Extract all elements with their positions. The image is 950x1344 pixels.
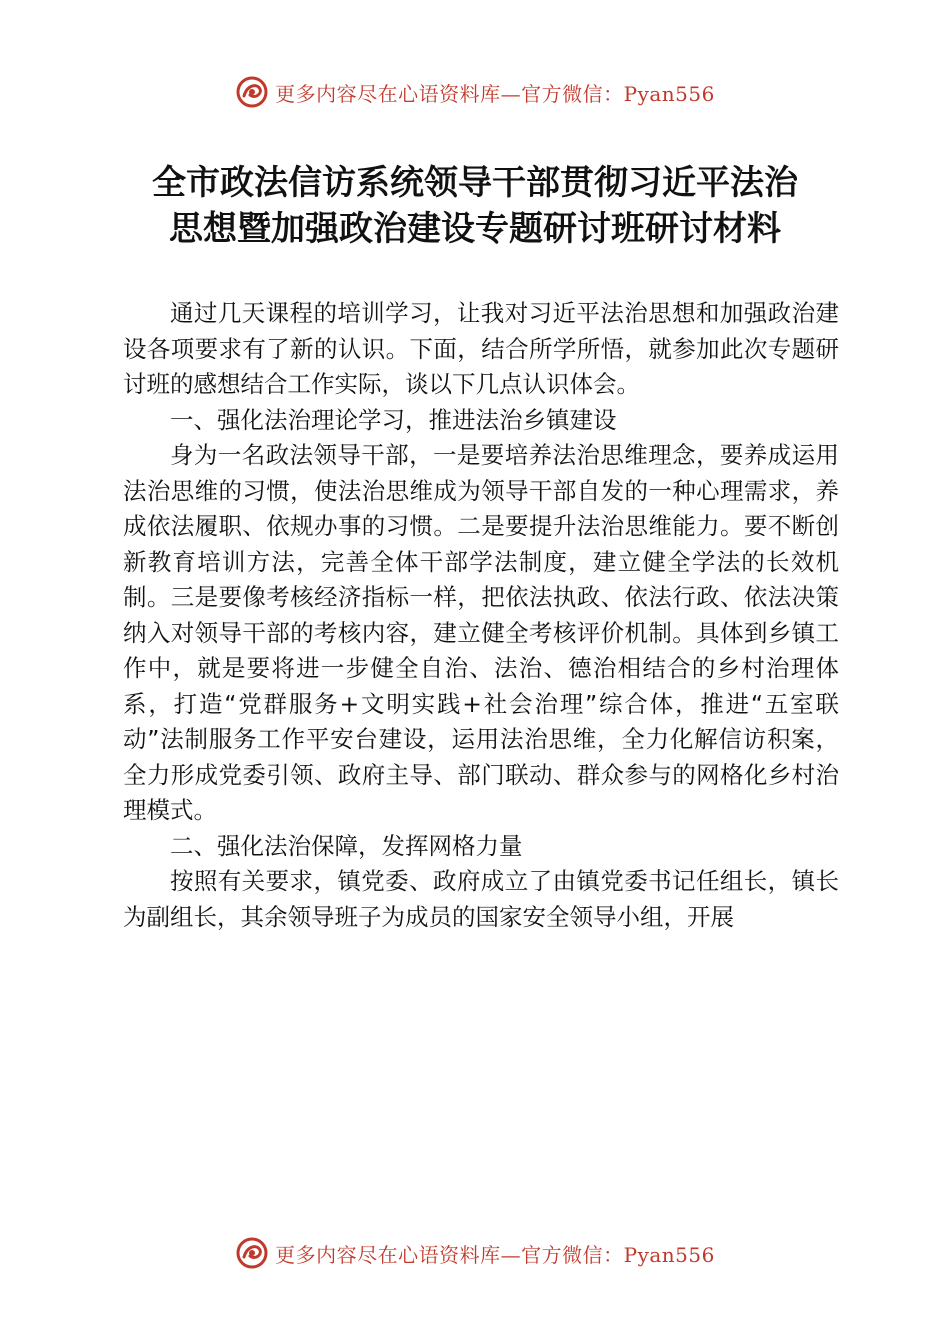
watermark-official-label: 官方微信： (521, 1242, 624, 1267)
watermark-dash: — (500, 1242, 522, 1267)
swirl-logo-icon (235, 1236, 269, 1270)
paragraph-intro: 通过几天课程的培训学习，让我对习近平法治思想和加强政治建设各项要求有了新的认识。下面，结合所学所悟，就参加此次专题研讨班的感想结合工作实际，谈以下几点认识体会。 (123, 299, 839, 398)
watermark-official-label: 官方微信： (521, 81, 624, 106)
watermark-wechat-id: Pyan556 (623, 1242, 715, 1267)
title-line-2: 思想暨加强政治建设专题研讨班研讨材料 (169, 209, 781, 249)
watermark-header (0, 72, 950, 112)
watermark-main-text: 更多内容尽在心语资料库 (275, 1242, 501, 1267)
paragraph-section-1: 身为一名政法领导干部，一是要培养法治思维理念，要养成运用法治思维的习惯，使法治思维成为领导干部自发的一种心理需求，养成依法履职、依规办事的习惯。二是要提升法治思维能力。要不断创新教育培训方法，完善全体干部学法制度，建立健全学法的长效机制。三是要像考核经济指标一样，把依法执政、依法行政、依法决策纳入对领导干部的考核内容，建立健全考核评价机制。具体到乡镇工作中，就是要将进一步健全自治、法治、德治相结合的乡村治理体系，打造“党群服务+文明实践+社会治理”综合体，推进“五室联动”法制服务工作平安台建设，运用法治思维，全力化解信访积案，全力形成党委引领、政府主导、部门联动、群众参与的网格化乡村治理模式。 (123, 441, 839, 824)
watermark-dash: — (500, 81, 522, 106)
section-heading-2: 二、强化法治保障，发挥网格力量 (170, 831, 523, 860)
watermark-text (275, 78, 715, 107)
title-line-1: 全市政法信访系统领导干部贯彻习近平法治 (152, 163, 798, 203)
watermark-footer (0, 1233, 950, 1273)
watermark-wechat-id: Pyan556 (623, 81, 715, 106)
watermark-main-text: 更多内容尽在心语资料库 (275, 81, 501, 106)
paragraph-section-2: 按照有关要求，镇党委、政府成立了由镇党委书记任组长，镇长为副组长，其余领导班子为成员的国家安全领导小组，开展 (123, 867, 839, 931)
document-title (0, 160, 950, 252)
section-heading-1: 一、强化法治理论学习，推进法治乡镇建设 (170, 405, 617, 434)
document-body (123, 296, 839, 935)
watermark-text (275, 1239, 715, 1268)
swirl-logo-icon (235, 75, 269, 109)
